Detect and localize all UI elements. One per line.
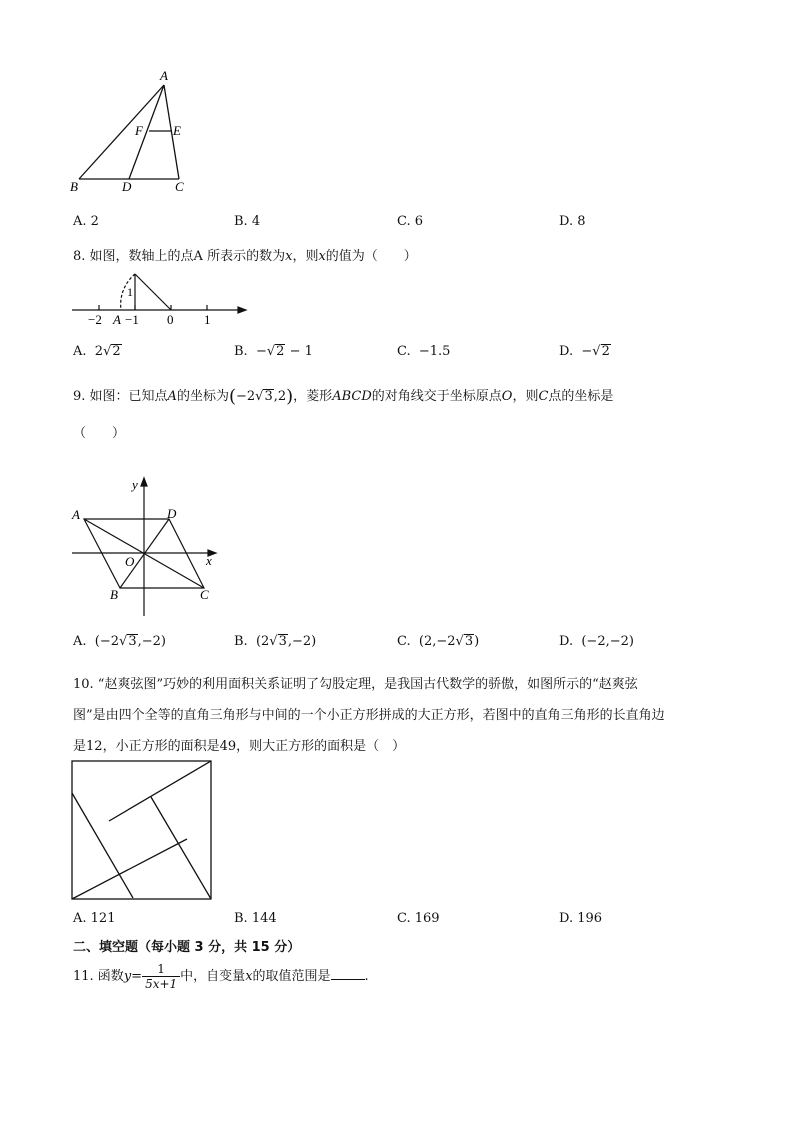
- label-d: D: [167, 506, 177, 521]
- tick-label-neg1: −1: [125, 312, 139, 327]
- label-f: F: [135, 123, 143, 138]
- label-c: C: [175, 179, 184, 194]
- section-heading: 二、填空题（每小题 3 分，共 15 分）: [73, 940, 301, 955]
- q7-option-c[interactable]: C. 6: [397, 214, 424, 229]
- q10-line2: 图”是由四个全等的直角三角形与中间的一个小正方形拼成的大正方形，若图中的直角三角形的长直角边: [73, 708, 665, 723]
- q8-prefix: 8. 如图，数轴上的点: [73, 249, 194, 264]
- q11-fraction: $\frac{1}{5x+1}$: [142, 962, 180, 991]
- triangle-left: [72, 793, 133, 898]
- tick-label-1: 1: [204, 312, 211, 327]
- q8-mid2: ，则: [292, 249, 319, 264]
- label-x: x: [206, 553, 212, 568]
- q9-option-d[interactable]: D. (−2,−2): [559, 634, 634, 649]
- q8-suffix: 的值为（ ）: [325, 249, 417, 264]
- label-o: O: [125, 554, 135, 569]
- q10-option-a[interactable]: A. 121: [73, 911, 116, 926]
- tick-label-0: 0: [167, 312, 174, 327]
- tick-label-a: A: [113, 312, 121, 327]
- zhao-shuang-figure: [71, 760, 213, 902]
- label-y: y: [132, 477, 138, 492]
- label-d: D: [122, 179, 132, 194]
- q8-var: x: [285, 249, 293, 264]
- q9-answer-paren: （ ）: [73, 426, 126, 441]
- hypotenuse: [135, 274, 171, 310]
- label-a: A: [160, 68, 168, 83]
- q8-var-2: x: [318, 249, 326, 264]
- q8-option-a[interactable]: A. 2√ 2: [73, 344, 122, 359]
- answer-blank[interactable]: [331, 967, 365, 980]
- q10-line3: 是12，小正方形的面积是49，则大正方形的面积是（ ）: [73, 739, 406, 754]
- triangle-right: [151, 797, 211, 899]
- q8-mid1: 所表示的数为: [207, 249, 286, 264]
- side-ab: [79, 85, 164, 179]
- q7-option-b[interactable]: B. 4: [234, 214, 261, 229]
- y-arrow-icon: [141, 478, 147, 486]
- q11-stem: 11. 函数y= $\frac{1}{5x+1}$ 中，自变量x的取值范围是 .: [73, 962, 369, 991]
- q10-option-c[interactable]: C. 169: [397, 911, 440, 926]
- q9-option-b[interactable]: B. (2√ 3,−2): [234, 634, 316, 649]
- q10-line1: 10. “赵爽弦图”巧妙的利用面积关系证明了勾股定理，是我国古代数学的骄傲，如图所示的“赵爽弦: [73, 677, 638, 692]
- rhombus-figure: [66, 476, 226, 622]
- arrow-icon: [238, 307, 246, 313]
- q10-option-b[interactable]: B. 144: [234, 911, 277, 926]
- q7-option-a[interactable]: A. 2: [73, 214, 99, 229]
- triangle-figure: [66, 68, 196, 196]
- label-a: A: [72, 507, 80, 522]
- q8-option-c[interactable]: C. −1.5: [397, 344, 451, 359]
- q9-option-a[interactable]: A. (−2√ 3,−2): [73, 634, 166, 649]
- q9-stem: 9. 如图：已知点A的坐标为(−2√ 3,2)，菱形ABCD的对角线交于坐标原点O，则C点的坐标是: [73, 385, 613, 407]
- q8-option-d[interactable]: D. −√ 2: [559, 344, 611, 359]
- label-b: B: [70, 179, 78, 194]
- label-e: E: [173, 123, 181, 138]
- q9-option-c[interactable]: C. (2,−2√ 3): [397, 634, 479, 649]
- q8-option-b[interactable]: B. −√ 2 − 1: [234, 344, 313, 359]
- height-label: 1: [127, 285, 133, 299]
- tick-label-neg2: −2: [88, 312, 102, 327]
- label-b: B: [110, 587, 118, 602]
- triangle-bottom: [72, 839, 187, 899]
- number-line-figure: [66, 268, 256, 330]
- q8-point: A: [193, 249, 203, 264]
- q7-option-d[interactable]: D. 8: [559, 214, 586, 229]
- label-c: C: [200, 587, 209, 602]
- q8-stem: [73, 245, 417, 264]
- q10-option-d[interactable]: D. 196: [559, 911, 603, 926]
